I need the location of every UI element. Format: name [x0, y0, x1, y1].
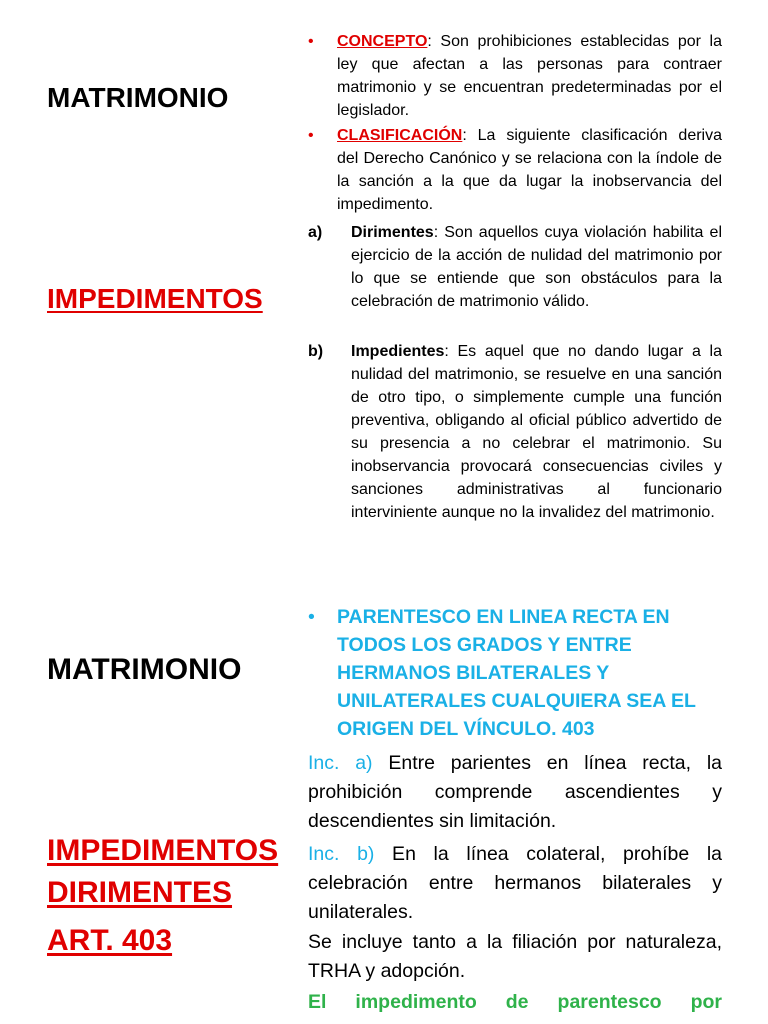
slide2-green-note: El impedimento de parentesco por: [308, 991, 722, 1013]
slide2-inc-b: [308, 840, 722, 927]
slide2-incluye: Se incluye tanto a la filiación por naturaleza, TRHA y adopción.: [308, 931, 722, 982]
slide1-item-a: [308, 221, 722, 313]
inc-b-label: Inc. b): [308, 843, 375, 865]
slide1-clasificacion-block: [308, 124, 722, 216]
clasificacion-text: : La siguiente clasificación deriva del Derecho Canónico y se relaciona con la índole de la sanción a la que da lugar la inobservancia del impedimento.: [337, 127, 722, 213]
slide2-subtitle-line1: IMPEDIMENTOS: [47, 834, 279, 867]
item-a-label: a): [308, 224, 323, 241]
inc-a-text: Entre parientes en línea recta, la prohibición comprende ascendientes y descendientes sin limitación.: [308, 752, 722, 832]
item-b-label: b): [308, 343, 324, 360]
clasificacion-keyword: CLASIFICACIÓN: [337, 127, 463, 144]
slide2-subtitle-line3: ART. 403: [47, 924, 173, 957]
slide2-title: MATRIMONIO: [47, 653, 242, 686]
slide1-item-b: [308, 340, 722, 524]
slide1-title: MATRIMONIO: [47, 82, 229, 113]
item-a-text: : Son aquellos cuya violación habilita el ejercicio de la acción de nulidad del matrimonio por lo que se entiende que son obstáculos para la celebración de matrimonio válido.: [351, 224, 722, 310]
inc-b-text: En la línea colateral, prohíbe la celebración entre hermanos bilaterales y unilaterales.: [308, 843, 723, 923]
bullet-icon: •: [308, 127, 314, 144]
item-b-text: : Es aquel que no dando lugar a la nulidad del matrimonio, se resuelve en una sanción de otro tipo, o simplemente cumple una función preventiva, obligando al oficial público advertido de su presencia a no celebrar el matrimonio. Su inobservancia provocará consecuencias civiles y sanciones administrativas al funcionario interviniente aunque no la invalidez del matrimonio.: [351, 343, 722, 521]
slide1-concepto-block: [308, 30, 722, 122]
slide2-subtitle-line2: DIRIMENTES: [47, 876, 233, 909]
slide2-heading: PARENTESCO EN LINEA RECTA EN TODOS LOS GRADOS Y ENTRE HERMANOS BILATERALES Y UNILATERALES CUALQUIERA SEA EL ORIGEN DEL VÍNCULO. 403: [337, 606, 696, 740]
slide2-inc-a: [308, 749, 722, 836]
concepto-text: : Son prohibiciones establecidas por la ley que afectan a las personas para contraer matrimonio y se encuentran predeterminadas por el legislador.: [337, 33, 722, 119]
slide1-subtitle: IMPEDIMENTOS: [47, 283, 263, 314]
inc-a-label: Inc. a): [308, 752, 373, 774]
bullet-icon: •: [308, 33, 314, 50]
bullet-icon: •: [308, 606, 315, 628]
item-a-term: Dirimentes: [351, 224, 434, 241]
concepto-keyword: CONCEPTO: [337, 33, 428, 50]
item-b-term: Impedientes: [351, 343, 445, 360]
slide2-heading-block: [308, 603, 722, 743]
